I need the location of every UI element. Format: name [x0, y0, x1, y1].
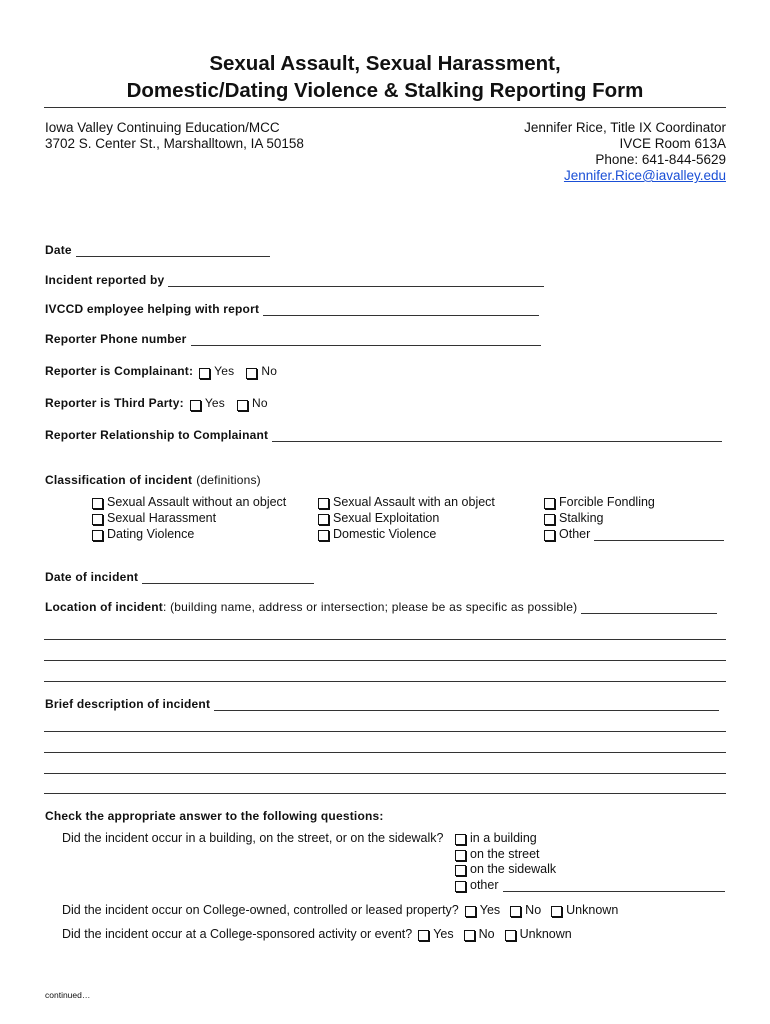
other-checkbox[interactable] [544, 530, 555, 541]
date-field [45, 243, 270, 257]
location-option[interactable] [455, 847, 725, 863]
classification-option[interactable] [318, 510, 495, 526]
location-input-line[interactable] [581, 601, 717, 614]
question-college-property [62, 903, 618, 917]
institution-street: 3702 S. Center St., Marshalltown, IA 50158 [45, 136, 304, 151]
other-location-checkbox[interactable] [455, 881, 466, 892]
complainant-no-checkbox[interactable] [246, 368, 257, 379]
option-label: Sexual Assault with an object [333, 495, 495, 509]
date-of-incident-field [45, 570, 314, 584]
classification-option[interactable] [544, 526, 724, 542]
in-building-checkbox[interactable] [455, 834, 466, 845]
option-label: Forcible Fondling [559, 495, 655, 509]
classification-option[interactable] [92, 510, 286, 526]
classification-option[interactable] [544, 494, 724, 510]
date-of-incident-input-line[interactable] [142, 571, 314, 584]
property-no-checkbox[interactable] [510, 906, 521, 917]
employee-helping-label: IVCCD employee helping with report [45, 302, 260, 316]
classification-column-2 [318, 494, 495, 542]
title-divider [44, 107, 726, 108]
activity-yes-checkbox[interactable] [418, 930, 429, 941]
question-text: Did the incident occur at a College-sponsored activity or event? [62, 927, 413, 941]
reporter-phone-field [45, 332, 541, 346]
complainant-yes-label: Yes [214, 364, 235, 378]
location-field [45, 600, 717, 614]
property-yes-checkbox[interactable] [465, 906, 476, 917]
date-label: Date [45, 243, 72, 257]
location-option[interactable] [455, 831, 725, 847]
other-input-line[interactable] [594, 528, 724, 541]
reporter-relationship-field [45, 428, 722, 442]
location-line[interactable] [44, 639, 726, 640]
location-line[interactable] [44, 681, 726, 682]
forcible-fondling-checkbox[interactable] [544, 498, 555, 509]
yes-label: Yes [433, 927, 454, 941]
definitions-link[interactable]: (definitions) [196, 473, 261, 487]
date-input-line[interactable] [76, 244, 270, 257]
activity-unknown-checkbox[interactable] [505, 930, 516, 941]
description-line[interactable] [44, 793, 726, 794]
question-college-activity [62, 927, 572, 941]
coordinator-room: IVCE Room 613A [619, 136, 726, 151]
date-of-incident-label: Date of incident [45, 570, 139, 584]
option-label: Sexual Harassment [107, 511, 217, 525]
classification-option[interactable] [92, 526, 286, 542]
option-label: Other [559, 527, 591, 541]
location-option[interactable] [455, 862, 725, 878]
question-text: Did the incident occur in a building, on the street, or on the sidewalk? [62, 831, 444, 845]
coordinator-name: Jennifer Rice, Title IX Coordinator [524, 120, 726, 135]
classification-label: Classification of incident [45, 473, 193, 487]
option-label: other [470, 877, 499, 892]
reporter-complainant-label: Reporter is Complainant: [45, 364, 194, 378]
no-label: No [525, 903, 542, 917]
domestic-violence-checkbox[interactable] [318, 530, 329, 541]
third-party-yes-label: Yes [204, 396, 226, 410]
complainant-no-label: No [261, 364, 278, 378]
property-unknown-checkbox[interactable] [551, 906, 562, 917]
question-text: Did the incident occur on College-owned, controlled or leased property? [62, 903, 459, 917]
form-title [0, 50, 770, 104]
coordinator-email-link[interactable]: Jennifer.Rice@iavalley.edu [563, 168, 726, 183]
classification-heading [45, 473, 261, 487]
reporter-relationship-input-line[interactable] [272, 429, 722, 442]
activity-no-checkbox[interactable] [464, 930, 475, 941]
reporter-third-party-field [45, 396, 268, 410]
institution-address [45, 120, 304, 152]
description-line[interactable] [44, 752, 726, 753]
description-label: Brief description of incident [45, 697, 211, 711]
reporter-relationship-label: Reporter Relationship to Complainant [45, 428, 269, 442]
coordinator-contact [524, 120, 726, 184]
questions-heading-text: Check the appropriate answer to the following questions: [45, 809, 384, 823]
on-sidewalk-checkbox[interactable] [455, 865, 466, 876]
reporter-phone-input-line[interactable] [191, 333, 541, 346]
title-line-1: Sexual Assault, Sexual Harassment, [209, 52, 561, 75]
description-field [45, 697, 719, 711]
option-label: in a building [470, 831, 537, 845]
incident-reported-by-input-line[interactable] [168, 274, 544, 287]
question-location-type [62, 831, 443, 845]
option-label: Dating Violence [107, 527, 195, 541]
complainant-yes-checkbox[interactable] [199, 368, 210, 379]
location-type-options [455, 831, 725, 893]
description-line[interactable] [44, 731, 726, 732]
option-label: Sexual Exploitation [333, 511, 440, 525]
reporter-phone-label: Reporter Phone number [45, 332, 187, 346]
location-option[interactable] [455, 878, 725, 894]
classification-option[interactable] [318, 526, 495, 542]
option-label: on the sidewalk [470, 862, 557, 876]
reporter-third-party-label: Reporter is Third Party: [45, 396, 184, 410]
reporter-complainant-field [45, 364, 277, 378]
employee-helping-field [45, 302, 539, 316]
incident-reported-by-field [45, 273, 544, 287]
unknown-label: Unknown [519, 927, 572, 941]
incident-reported-by-label: Incident reported by [45, 273, 165, 287]
stalking-checkbox[interactable] [544, 514, 555, 525]
continued-note: continued… [45, 990, 91, 1000]
unknown-label: Unknown [566, 903, 619, 917]
sexual-exploitation-checkbox[interactable] [318, 514, 329, 525]
coordinator-phone: Phone: 641-844-5629 [595, 152, 726, 167]
third-party-yes-checkbox[interactable] [190, 400, 201, 411]
sexual-assault-with-object-checkbox[interactable] [318, 498, 329, 509]
classification-option[interactable] [544, 510, 724, 526]
questions-heading [45, 809, 384, 823]
no-label: No [478, 927, 495, 941]
option-label: on the street [470, 846, 540, 861]
classification-column-3 [544, 494, 724, 542]
yes-label: Yes [479, 903, 501, 917]
sexual-assault-without-object-checkbox[interactable] [92, 498, 103, 509]
description-line[interactable] [44, 773, 726, 774]
on-street-checkbox[interactable] [455, 850, 466, 861]
institution-name: Iowa Valley Continuing Education/MCC [45, 120, 280, 135]
location-label: Location of incident [45, 600, 163, 614]
description-input-line[interactable] [214, 698, 719, 711]
other-location-input-line[interactable] [503, 879, 725, 892]
location-line[interactable] [44, 660, 726, 661]
option-label: Domestic Violence [333, 527, 437, 541]
dating-violence-checkbox[interactable] [92, 530, 103, 541]
location-hint: : (building name, address or intersection; please be as specific as possible) [163, 600, 578, 614]
classification-column-1 [92, 494, 286, 542]
employee-helping-input-line[interactable] [263, 303, 539, 316]
sexual-harassment-checkbox[interactable] [92, 514, 103, 525]
title-line-2: Domestic/Dating Violence & Stalking Reporting Form [126, 79, 644, 102]
classification-option[interactable] [318, 494, 495, 510]
third-party-no-label: No [252, 396, 268, 410]
classification-option[interactable] [92, 494, 286, 510]
option-label: Stalking [559, 511, 604, 525]
option-label: Sexual Assault without an object [107, 495, 287, 509]
third-party-no-checkbox[interactable] [237, 400, 248, 411]
